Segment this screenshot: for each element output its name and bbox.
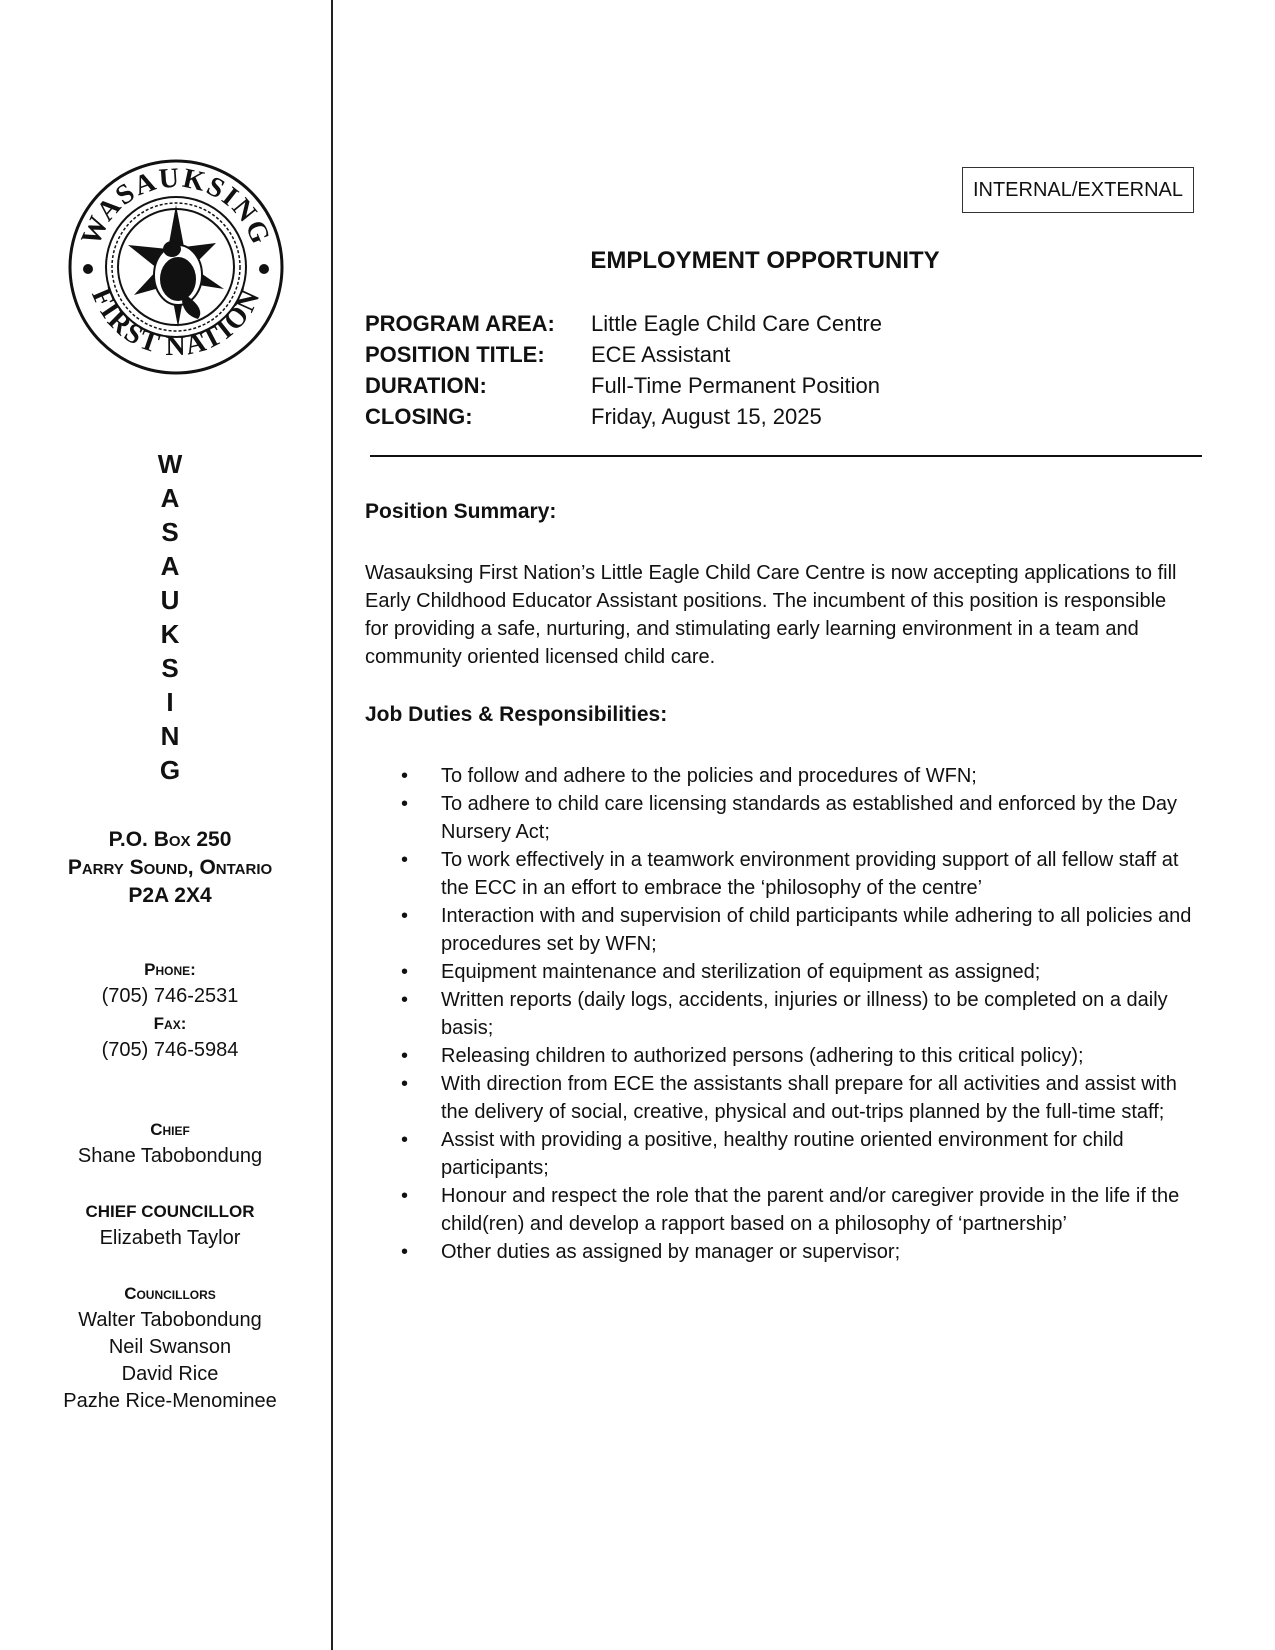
bullet-icon: • <box>401 961 409 983</box>
address-line-3: P2A 2X4 <box>128 884 212 907</box>
job-duties-heading: Job Duties & Responsibilities: <box>365 703 668 726</box>
list-item <box>365 986 1195 1042</box>
councillor-name: David Rice <box>121 1363 219 1385</box>
fax-number: (705) 746-5984 <box>101 1039 239 1061</box>
list-item <box>365 1042 1195 1070</box>
councillors-block <box>30 1280 310 1415</box>
vertical-letter: I <box>166 687 174 717</box>
bullet-icon: • <box>401 793 409 815</box>
bullet-icon: • <box>401 765 409 787</box>
mailing-address <box>30 826 310 910</box>
internal-external-badge: INTERNAL/EXTERNAL <box>962 167 1194 213</box>
list-item <box>365 902 1195 958</box>
address-line-2: Parry Sound, Ontario <box>67 856 273 879</box>
bullet-icon: • <box>401 1241 409 1263</box>
chief-councillor-name: Elizabeth Taylor <box>99 1227 241 1249</box>
phone-label: Phone: <box>144 960 196 979</box>
vertical-letter: S <box>161 653 179 683</box>
info-key: DURATION: <box>365 373 487 398</box>
main-content <box>365 0 1205 1650</box>
councillor-name: Pazhe Rice-Menominee <box>63 1390 277 1412</box>
info-row <box>365 370 882 401</box>
duty-text: Written reports (daily logs, accidents, injuries or illness) to be completed on a daily basis; <box>441 989 1168 1039</box>
sidebar-divider <box>331 0 333 1650</box>
vertical-letter: U <box>160 585 180 615</box>
list-item <box>365 846 1195 902</box>
fax-label: Fax: <box>153 1014 187 1033</box>
phone-number: (705) 746-2531 <box>101 985 239 1007</box>
duties-list <box>365 762 1195 1266</box>
bullet-icon: • <box>401 1045 409 1067</box>
info-key: PROGRAM AREA: <box>365 311 555 336</box>
vertical-letter: A <box>160 551 180 581</box>
chief-name: Shane Tabobondung <box>77 1145 263 1167</box>
bullet-icon: • <box>401 1073 409 1095</box>
duty-text: To adhere to child care licensing standards as established and enforced by the Day Nursery Act; <box>441 793 1178 843</box>
horizontal-rule <box>370 455 1202 457</box>
chief-councillor-block <box>30 1198 310 1252</box>
duty-text: To follow and adhere to the policies and procedures of WFN; <box>441 765 977 787</box>
vertical-wasauksing-name <box>130 447 210 787</box>
info-value: Little Eagle Child Care Centre <box>591 311 883 336</box>
list-item <box>365 1126 1195 1182</box>
councillor-name: Neil Swanson <box>108 1336 232 1358</box>
page-title: EMPLOYMENT OPPORTUNITY <box>590 247 940 274</box>
address-line-1: P.O. Box 250 <box>108 828 232 851</box>
duty-text: Equipment maintenance and sterilization of equipment as assigned; <box>441 961 1041 983</box>
info-value: Full-Time Permanent Position <box>591 373 880 398</box>
seal-top-text: WASAUKSING <box>75 162 277 250</box>
bullet-icon: • <box>401 1185 409 1207</box>
list-item <box>365 790 1195 846</box>
info-row <box>365 401 882 432</box>
chief-block <box>30 1116 310 1170</box>
list-item <box>365 762 1195 790</box>
councillor-name: Walter Tabobondung <box>78 1309 262 1331</box>
bullet-icon: • <box>401 1129 409 1151</box>
duty-text: Assist with providing a positive, healthy routine oriented environment for child participants; <box>441 1129 1124 1179</box>
position-summary-text: Wasauksing First Nation’s Little Eagle Child Care Centre is now accepting applications to fill Early Childhood Educator Assistant positions. The incumbent of this position is responsible for providing a safe, nurturing, and stimulating early learning environment in a team and community oriented licensed child care. <box>365 562 1177 668</box>
list-item <box>365 1238 1195 1266</box>
list-item <box>365 958 1195 986</box>
sidebar <box>0 0 330 1650</box>
vertical-letter: A <box>160 483 180 513</box>
bullet-icon: • <box>401 989 409 1011</box>
chief-councillor-label: CHIEF COUNCILLOR <box>85 1202 255 1221</box>
duty-text: With direction from ECE the assistants shall prepare for all activities and assist with the delivery of social, creative, physical and out-trips planned by the full-time staff; <box>441 1073 1177 1123</box>
list-item <box>365 1182 1195 1238</box>
wasauksing-seal-logo <box>66 157 286 377</box>
position-info <box>365 308 882 432</box>
info-key: POSITION TITLE: <box>365 342 545 367</box>
chief-label: Chief <box>150 1120 190 1139</box>
vertical-letter: S <box>161 517 179 547</box>
info-key: CLOSING: <box>365 404 473 429</box>
bullet-icon: • <box>401 905 409 927</box>
bullet-icon: • <box>401 849 409 871</box>
info-value: Friday, August 15, 2025 <box>591 404 822 429</box>
contact-info <box>30 956 310 1064</box>
duty-text: Honour and respect the role that the parent and/or caregiver provide in the life if the child(ren) and develop a rapport based on a philosophy of ‘partnership’ <box>441 1185 1180 1235</box>
vertical-letter: W <box>157 449 183 479</box>
duty-text: Interaction with and supervision of child participants while adhering to all policies and procedures set by WFN; <box>441 905 1192 955</box>
duty-text: Other duties as assigned by manager or supervisor; <box>441 1241 901 1263</box>
info-value: ECE Assistant <box>591 342 731 367</box>
seal-bottom-text: FIRST NATION <box>85 283 268 363</box>
duty-text: To work effectively in a teamwork environment providing support of all fellow staff at the ECC in an effort to embrace the ‘philosophy of the centre’ <box>441 849 1179 899</box>
vertical-letter: G <box>159 755 181 785</box>
info-row <box>365 308 882 339</box>
info-row <box>365 339 882 370</box>
list-item <box>365 1070 1195 1126</box>
vertical-letter: K <box>160 619 180 649</box>
vertical-letter: N <box>160 721 180 751</box>
duty-text: Releasing children to authorized persons (adhering to this critical policy); <box>441 1045 1084 1067</box>
position-summary-heading: Position Summary: <box>365 500 557 523</box>
councillors-label: Councillors <box>124 1284 216 1303</box>
